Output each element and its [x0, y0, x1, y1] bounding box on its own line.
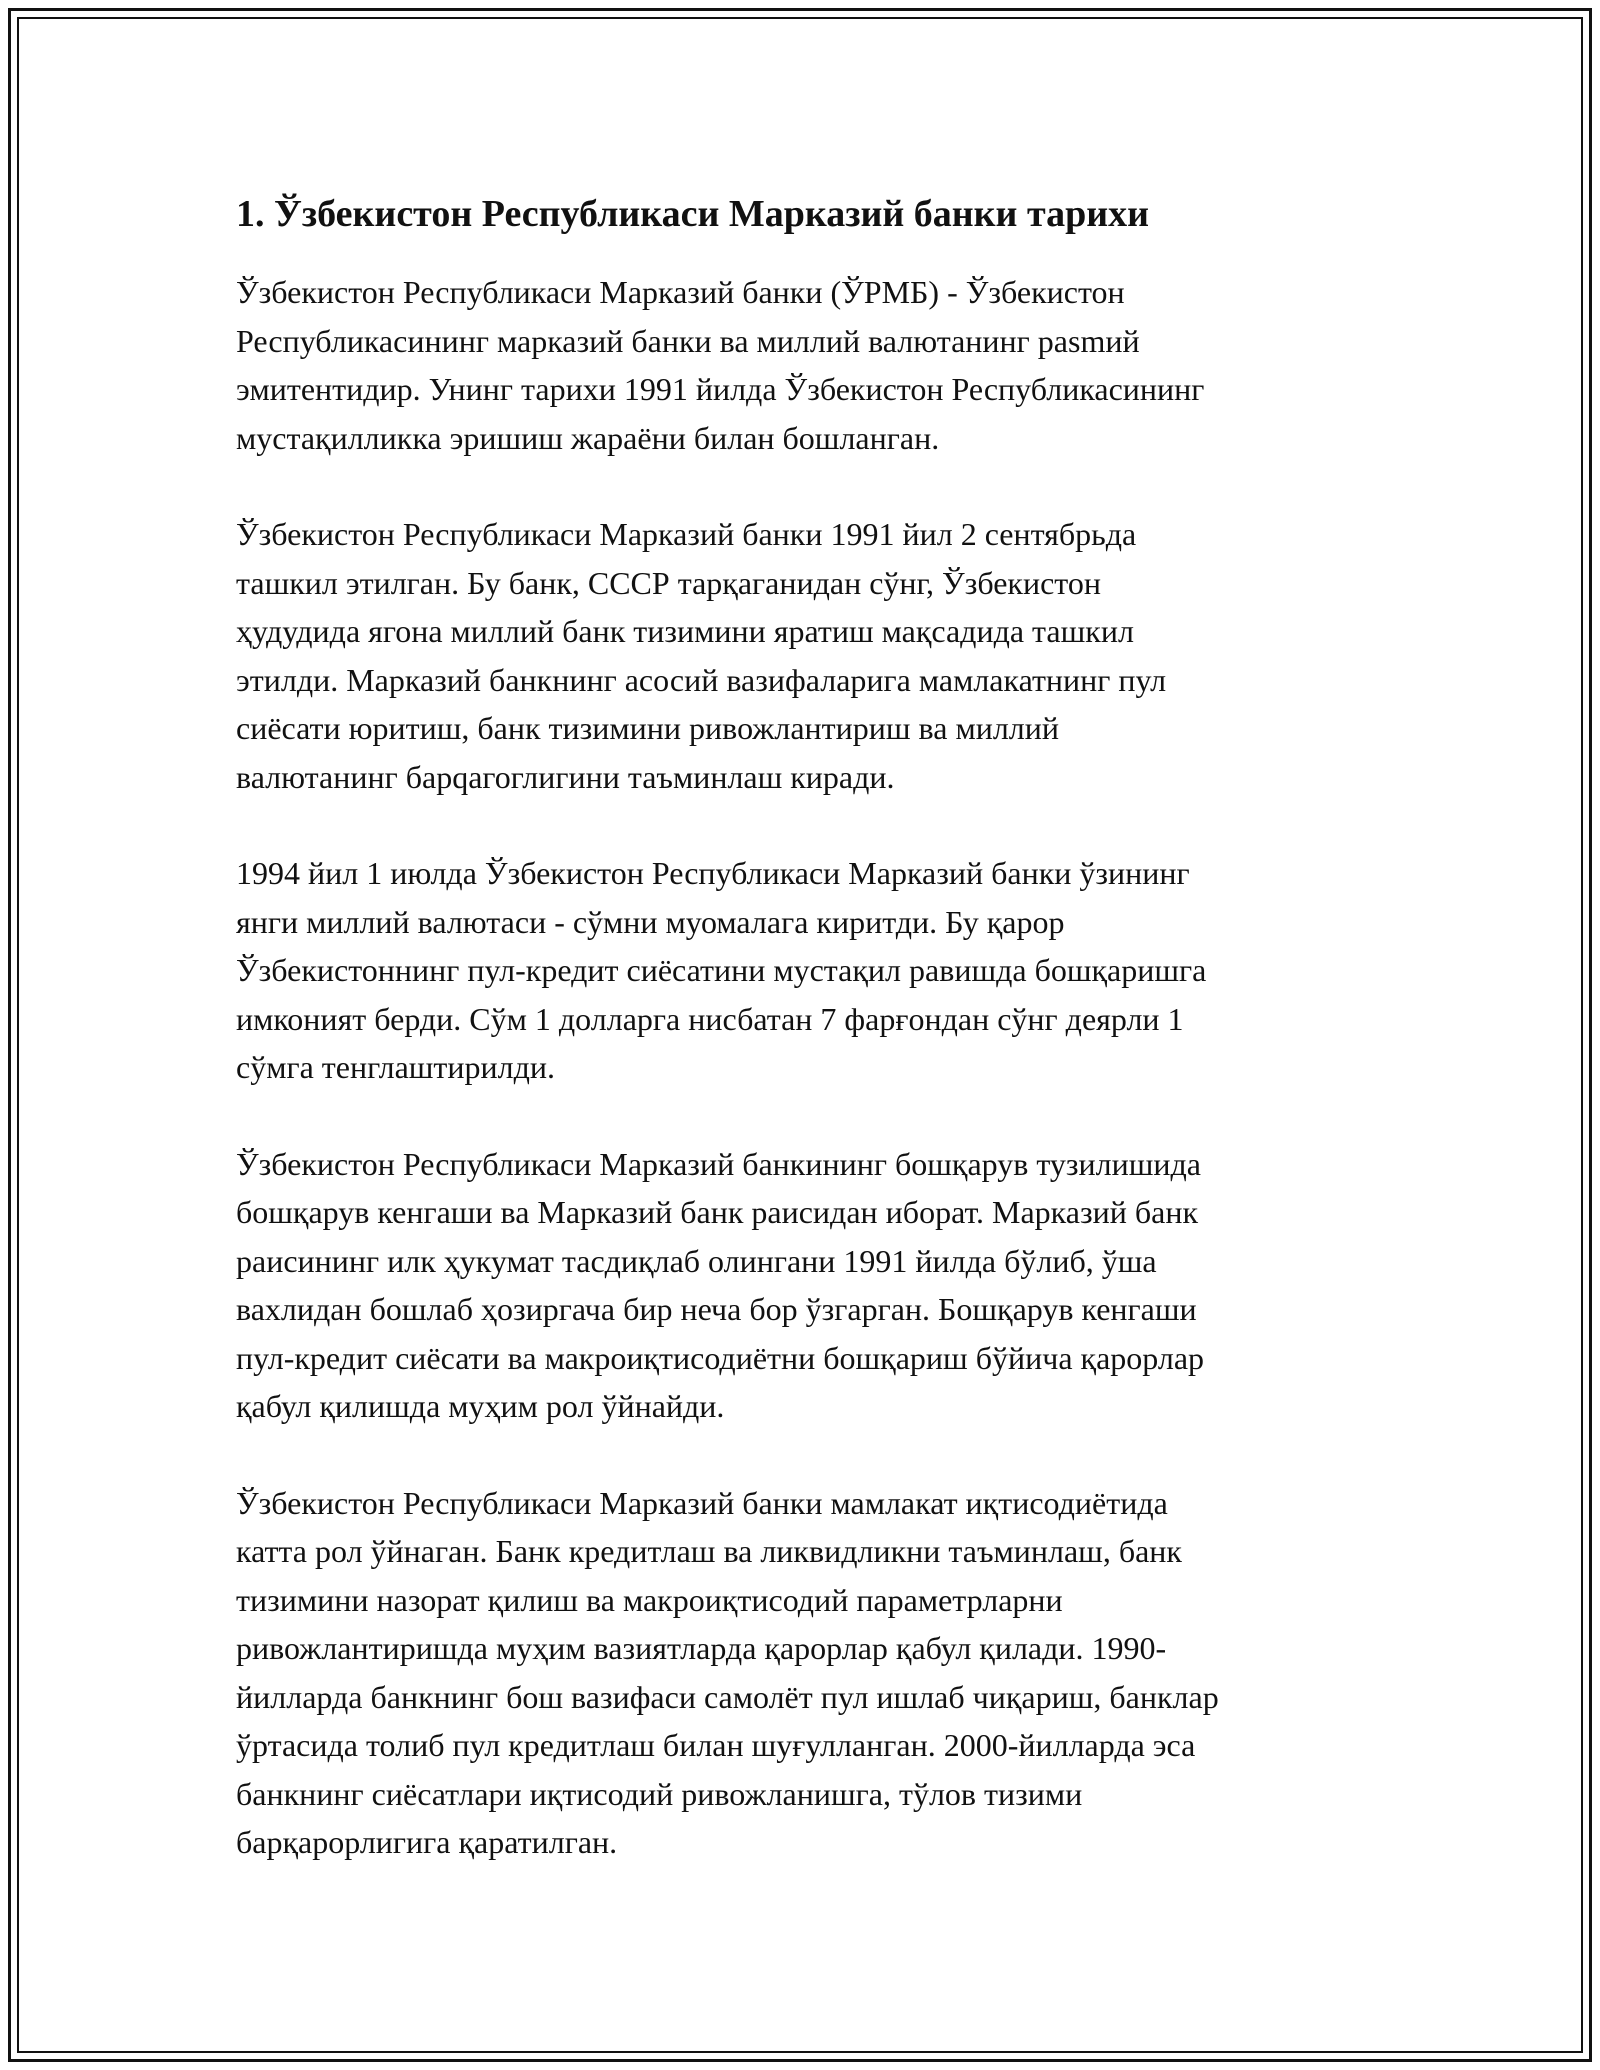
paragraph-line: ривожлантиришда муҳим вазиятларда қарорлар қабул қилади. 1990-	[236, 1630, 1167, 1666]
paragraph-line: ўртасида толиб пул кредитлаш билан шуғулланган. 2000-йилларда эса	[236, 1727, 1196, 1763]
paragraph-line: тизимини назорат қилиш ва макроиқтисодий параметрларни	[236, 1581, 1063, 1618]
paragraph-line: мустақилликка эришиш жараёни билан бошланган.	[236, 419, 940, 456]
paragraph-1	[236, 268, 1386, 462]
paragraph-4	[236, 1140, 1386, 1431]
paragraph-line: ташкил этилган. Бу банк, СССР тарқаганидан сўнг, Ўзбекистон	[236, 564, 1101, 601]
paragraph-line: пул-кредит сиёсати ва макроиқтисодиётни бошқариш бўйича қарорлар	[236, 1339, 1205, 1376]
paragraph-line: 1994 йил 1 июлда Ўзбекистон Республикаси Марказий банки ўзининг	[236, 855, 1190, 891]
paragraph-line: бошқарув кенгаши ва Марказий банк раисидан иборат. Марказий банк	[236, 1194, 1198, 1230]
paragraph-line: валютанинг барqагоглигини таъминлаш киради.	[236, 758, 895, 795]
paragraph-line: вахлидан бошлаб ҳозиргача бир неча бор ўзгарган. Бошқарув кенгаши	[236, 1291, 1197, 1327]
paragraph-3	[236, 849, 1386, 1092]
paragraph-2	[236, 510, 1386, 801]
paragraph-line: Ўзбекистон Республикаси Марказий банки (ЎРМБ) - Ўзбекистон	[236, 274, 1125, 310]
paragraph-line: банкнинг сиёсатлари иқтисодий ривожланишга, тўлов тизими	[236, 1775, 1083, 1812]
paragraph-line: Ўзбекистон Республикаси Марказий банкининг бошқарув тузилишида	[236, 1145, 1201, 1182]
document-title: 1. Ўзбекистон Республикаси Марказий банки тарихи	[236, 193, 1150, 235]
paragraph-line: Ўзбекистон Республикаси Марказий банки 1991 йил 2 сентябрьда	[236, 516, 1137, 552]
paragraph-line: этилди. Марказий банкнинг асосий вазифаларига мамлакатнинг пул	[236, 661, 1167, 698]
paragraph-line: барқарорлигига қаратилган.	[236, 1824, 618, 1860]
document-page	[236, 186, 1386, 1915]
paragraph-line: имконият берди. Сўм 1 долларга нисбатан 7 фарғондан сўнг деярли 1	[236, 1000, 1184, 1037]
paragraph-line: катта рол ўйнаган. Банк кредитлаш ва ликвидликни таъминлаш, банк	[236, 1533, 1182, 1569]
paragraph-line: эмитентидир. Унинг тарихи 1991 йилда Ўзбекистон Республикасининг	[236, 371, 1205, 407]
paragraph-line: раисининг илк ҳукумат тасдиқлаб олингани 1991 йилда бўлиб, ўша	[236, 1242, 1157, 1279]
paragraph-line: ҳудудида ягона миллий банк тизимини яратиш мақсадида ташкил	[236, 613, 1134, 649]
paragraph-line: янги миллий валютаси - сўмни муомалага киритди. Бу қарор	[236, 903, 1065, 940]
paragraph-5	[236, 1479, 1386, 1867]
paragraph-line: сиёсати юритиш, банк тизимини ривожлантириш ва миллий	[236, 710, 1059, 746]
paragraph-line: Республикасининг марказий банки ва миллий валютанинг pasmий	[236, 322, 1140, 359]
paragraph-line: қабул қилишда муҳим рол ўйнайди.	[236, 1388, 725, 1424]
paragraph-line: сўмга тенглаштирилди.	[236, 1049, 556, 1085]
paragraph-line: Ўзбекистон Республикаси Марказий банки мамлакат иқтисодиётида	[236, 1484, 1168, 1521]
paragraph-line: йилларда банкнинг бош вазифаси самолёт пул ишлаб чиқариш, банклар	[236, 1678, 1219, 1715]
paragraph-line: Ўзбекистоннинг пул-кредит сиёсатини мустақил равишда бошқаришга	[236, 952, 1207, 988]
